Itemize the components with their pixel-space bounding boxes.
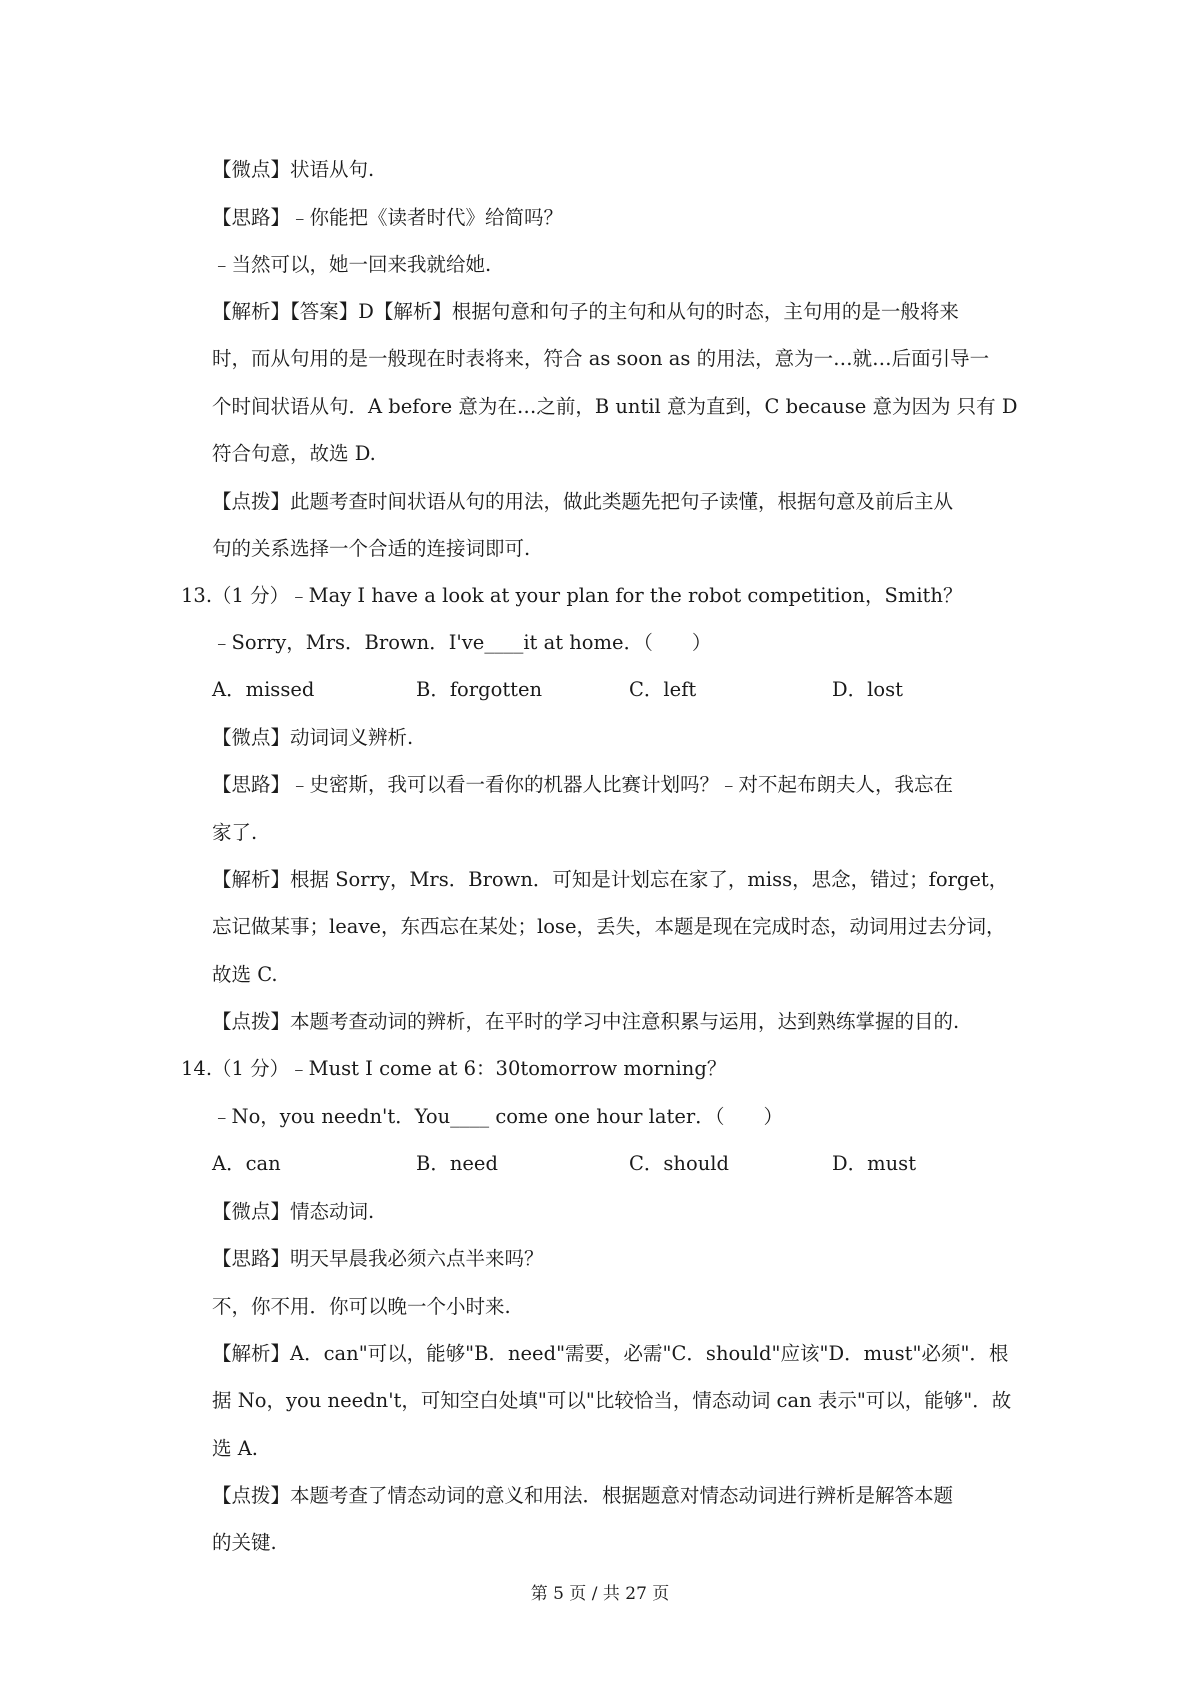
q12-dianbo-line-1: 【点拨】此题考查时间状语从句的用法，做此类题先把句子读懂，根据句意及前后主从 xyxy=(212,490,954,513)
q12-dianbo-line-2: 句的关系选择一个合适的连接词即可. xyxy=(212,537,531,560)
q14-jiexi-line-3: 选 A. xyxy=(212,1437,258,1460)
q14-stem: 14.（1 分）﹣Must I come at 6：30tomorrow morning？ xyxy=(181,1057,727,1080)
q14-dianbo-line-1: 【点拨】本题考查了情态动词的意义和用法．根据题意对情态动词进行辨析是解答本题 xyxy=(212,1484,954,1507)
q14-jiexi-line-2: 据 No，you needn't，可知空白处填"可以"比较恰当，情态动词 can 表示"可以，能够"．故 xyxy=(212,1389,1012,1412)
q14-silu-line-1: 【思路】明天早晨我必须六点半来吗？ xyxy=(212,1247,544,1270)
q13-silu-line-2: 家了. xyxy=(212,821,258,844)
q12-jiexi-line-3: 个时间状语从句．A before 意为在…之前，B until 意为直到，C because 意为因为 只有 D xyxy=(212,395,1018,418)
q14-option-d: D．must xyxy=(832,1152,917,1175)
q12-jiexi-line-1: 【解析】【答案】D【解析】根据句意和句子的主句和从句的时态，主句用的是一般将来 xyxy=(212,300,959,323)
q14-weidian: 【微点】情态动词. xyxy=(212,1200,375,1223)
q13-silu-line-1: 【思路】﹣史密斯，我可以看一看你的机器人比赛计划吗？﹣对不起布朗夫人，我忘在 xyxy=(212,773,954,796)
q14-option-b: B．need xyxy=(416,1152,498,1175)
q14-jiexi-line-1: 【解析】A．can"可以，能够"B．need"需要，必需"C．should"应该"D．must"必须"．根 xyxy=(212,1342,1009,1365)
q13-jiexi-line-1: 【解析】根据 Sorry，Mrs．Brown．可知是计划忘在家了，miss，思念，错过；forget， xyxy=(212,868,1009,891)
q13-option-b: B．forgotten xyxy=(416,678,543,701)
q13-option-a: A．missed xyxy=(212,678,315,701)
q12-weidian: 【微点】状语从句. xyxy=(212,158,375,181)
q14-silu-line-2: 不，你不用．你可以晚一个小时来. xyxy=(212,1295,511,1318)
q13-jiexi-line-2: 忘记做某事；leave，东西忘在某处；lose，丢失，本题是现在完成时态，动词用过去分词， xyxy=(212,915,1006,938)
q13-dianbo: 【点拨】本题考查动词的辨析，在平时的学习中注意积累与运用，达到熟练掌握的目的. xyxy=(212,1010,960,1033)
q13-option-c: C．left xyxy=(629,678,697,701)
q14-option-a: A．can xyxy=(212,1152,281,1175)
page-number-footer: 第 5 页 / 共 27 页 xyxy=(530,1584,670,1604)
q14-reply: ﹣No，you needn't．You____ come one hour later．（ ） xyxy=(212,1105,783,1128)
q14-dianbo-line-2: 的关键. xyxy=(212,1531,277,1554)
q13-option-d: D．lost xyxy=(832,678,903,701)
q12-silu-line-2: ﹣当然可以，她一回来我就给她. xyxy=(212,253,492,276)
q13-reply: ﹣Sorry，Mrs．Brown．I've____it at home．（ ） xyxy=(212,631,712,654)
q12-jiexi-line-4: 符合句意，故选 D. xyxy=(212,442,376,465)
q12-silu-line-1: 【思路】﹣你能把《读者时代》给简吗？ xyxy=(212,206,564,229)
q13-stem: 13.（1 分）﹣May I have a look at your plan for the robot competition，Smith？ xyxy=(181,584,963,607)
q13-weidian: 【微点】动词词义辨析. xyxy=(212,726,414,749)
q13-jiexi-line-3: 故选 C. xyxy=(212,963,278,986)
q14-option-c: C．should xyxy=(629,1152,730,1175)
q12-jiexi-line-2: 时，而从句用的是一般现在时表将来，符合 as soon as 的用法，意为一…就…后面引导一 xyxy=(212,347,990,370)
